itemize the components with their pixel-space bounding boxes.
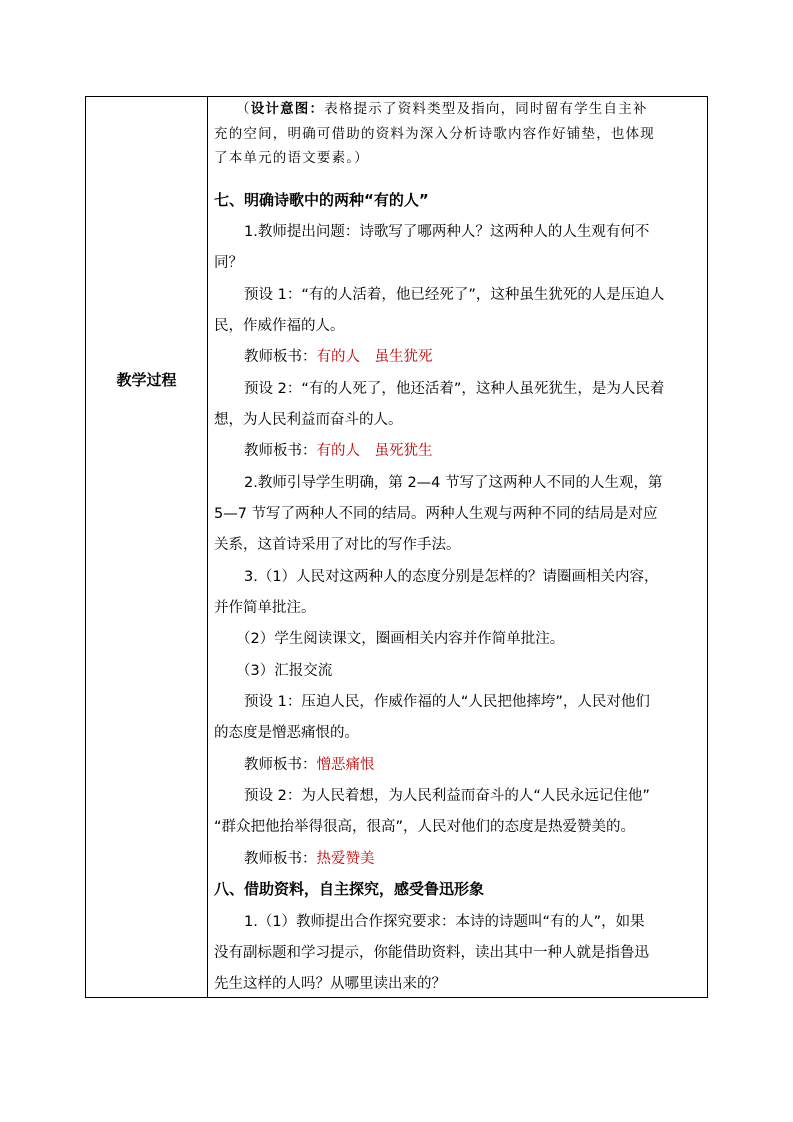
s7-board-1: 教师板书：有的人 虽生犹死 xyxy=(244,349,433,365)
s8-question-1-line-3: 先生这样的人吗？从哪里读出来的？ xyxy=(214,976,446,992)
section-8-heading: 八、借助资料，自主探究，感受鲁迅形象 xyxy=(214,880,485,898)
s7-preset-3-line-2: 的态度是憎恶痛恨的。 xyxy=(214,725,359,741)
s7-question-3-step-3: （3）汇报交流 xyxy=(236,663,333,679)
s7-preset-2-line-1: 预设 2：“有的人死了，他还活着”，这种人虽死犹生，是为人民着 xyxy=(244,381,665,397)
design-note-line-1: （设计意图：表格提示了资料类型及指向，同时留有学生自主补 xyxy=(236,101,648,117)
section-7-heading: 七、明确诗歌中的两种“有的人” xyxy=(214,191,429,209)
s7-board-4: 教师板书：热爱赞美 xyxy=(244,851,375,867)
s7-question-1-line-1: 1.教师提出问题：诗歌写了哪两种人？这两种人的人生观有何不 xyxy=(244,224,650,240)
s7-question-3-line-2: 并作简单批注。 xyxy=(214,600,316,616)
design-note-line-2: 充的空间，明确可借助的资料为深入分析诗歌内容作好铺垫，也体现 xyxy=(214,126,655,142)
s8-question-1-line-2: 没有副标题和学习提示，你能借助资料，读出其中一种人就是指鲁迅 xyxy=(214,945,649,961)
lesson-table xyxy=(85,96,708,998)
s7-preset-1-line-1: 预设 1：“有的人活着，他已经死了”，这种虽生犹死的人是压迫人 xyxy=(244,287,665,303)
design-note-line-3: 了本单元的语文要素。） xyxy=(214,150,369,166)
s7-preset-4-line-1: 预设 2：为人民着想，为人民利益而奋斗的人“人民永远记住他” xyxy=(244,788,650,804)
s7-board-2: 教师板书：有的人 虽死犹生 xyxy=(244,443,433,459)
s7-preset-1-line-2: 民，作威作福的人。 xyxy=(214,318,345,334)
s7-question-1-line-2: 同？ xyxy=(214,255,243,271)
s7-question-2-line-2: 5—7 节写了两种人不同的结局。两种人生观与两种不同的结局是对应 xyxy=(214,506,658,522)
s7-question-3-line-1: 3.（1）人民对这两种人的态度分别是怎样的？请圈画相关内容， xyxy=(244,569,659,585)
s7-question-2-line-1: 2.教师引导学生明确，第 2—4 节写了这两种人不同的人生观，第 xyxy=(244,475,663,491)
s7-question-3-step-2: （2）学生阅读课文，圈画相关内容并作简单批注。 xyxy=(236,631,565,647)
s7-preset-4-line-2: “群众把他抬举得很高，很高”，人民对他们的态度是热爱赞美的。 xyxy=(214,819,636,835)
row-header-cell xyxy=(86,97,208,997)
row-header-label: 教学过程 xyxy=(116,371,177,389)
s7-question-2-line-3: 关系，这首诗采用了对比的写作手法。 xyxy=(214,537,461,553)
content-cell xyxy=(208,97,707,997)
s7-preset-2-line-2: 想，为人民利益而奋斗的人。 xyxy=(214,412,403,428)
s7-preset-3-line-1: 预设 1：压迫人民，作威作福的人“人民把他摔垮”，人民对他们 xyxy=(244,694,650,710)
s8-question-1-line-1: 1.（1）教师提出合作探究要求：本诗的诗题叫“有的人”，如果 xyxy=(244,914,645,930)
s7-board-3: 教师板书：憎恶痛恨 xyxy=(244,757,375,773)
